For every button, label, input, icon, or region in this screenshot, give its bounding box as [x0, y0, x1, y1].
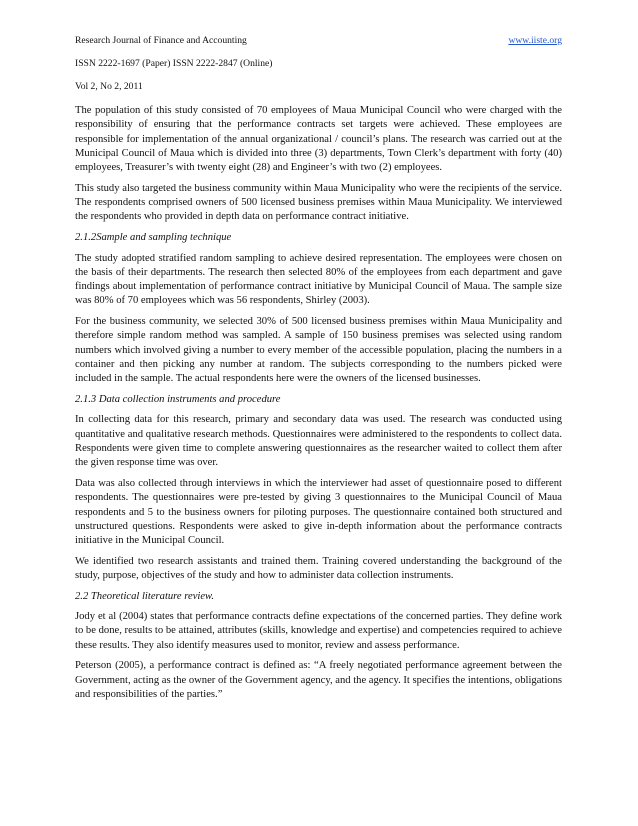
paragraph-peterson: Peterson (2005), a performance contract is defined as: “A freely negotiated performance agreement between the Government, acting as the owner of the Government agency, and the agency. It specifies the intentions, obligations and responsibilities of the parties.” [75, 660, 562, 700]
paragraph-primary-secondary-data: In collecting data for this research, primary and secondary data was used. The research was conducted using quantitative and qualitative research methods. Questionnaires were administered to the respondents to collect data. Respondents were given time to complete answering questionnaires as the researcher waited to collect them after the given response time was over. [75, 414, 562, 469]
paragraph-business-community: This study also targeted the business community within Maua Municipality who were the recipients of the service. The respondents comprised owners of 500 licensed business premises within Maua Municipality. We interviewed the respondents who provided in depth data on performance contract initiative. [75, 182, 562, 223]
section-heading-literature-review: 2.2 Theoretical literature review. [75, 590, 214, 602]
volume-line: Vol 2, No 2, 2011 [75, 81, 143, 92]
paragraph-population: The population of this study consisted of 70 employees of Maua Municipal Council who were charged with the responsibility of ensuring that the performance contracts set targets were achieved. These employees are responsible for implementation of the annual organizational / council’s plans. The research was carried out at the Municipal Council of Maua which is divided into three (3) departments, Town Clerk’s department with forty (40) employees, Treasurer’s with twenty eight (28) and Engineer’s with two (2) employees. [75, 105, 562, 174]
issn-line: ISSN 2222-1697 (Paper) ISSN 2222-2847 (Online) [75, 58, 273, 69]
journal-title: Research Journal of Finance and Accounting [75, 35, 247, 46]
paragraph-stratified-sampling: The study adopted stratified random sampling to achieve desired representation. The employees were chosen on the basis of their departments. The research then selected 80% of the employees from each department and gave findings about implementation of performance contract initiative by Municipal Council of Maua. The sample size was 80% of 70 employees which was 56 respondents, Shirley (2003). [75, 252, 562, 307]
section-heading-sampling: 2.1.2Sample and sampling technique [75, 231, 232, 243]
paragraph-interviews: Data was also collected through interviews in which the interviewer had asset of questionnaire posed to different respondents. The questionnaires were pre-tested by giving 3 questionnaires to the Municipal Council of Maua respondents and 5 to the business owners for piloting purposes. The questionnaire contained both structured and unstructured questions. Respondents were asked to give in-depth information about the performance contracts initiative in the Municipal Council. [75, 477, 562, 547]
paragraph-business-sampling: For the business community, we selected 30% of 500 licensed business premises within Maua Municipality and therefore simple random method was sampled. A sample of 150 business premises was selected using random numbers which involved giving a number to every member of the accessible population, placing the numbers in a container and then picking any number at random. The subjects corresponding to the numbers picked were included in the sample. The actual respondents here were the owners of the licensed businesses. [75, 316, 562, 385]
document-page [75, 34, 562, 709]
paragraph-research-assistants: We identified two research assistants and trained them. Training covered understanding the background of the study, purpose, objectives of the study and how to administer data collection instruments. [75, 555, 562, 581]
section-heading-data-collection: 2.1.3 Data collection instruments and procedure [75, 393, 281, 405]
paragraph-jody: Jody et al (2004) states that performance contracts define expectations of the concerned parties. They define work to be done, results to be attained, attributes (skills, knowledge and expertise) and competencies required to achieve these results. They also identify measures used to monitor, review and assess performance. [75, 611, 562, 651]
website-link[interactable]: www.iiste.org [508, 35, 562, 46]
running-header [75, 34, 562, 47]
